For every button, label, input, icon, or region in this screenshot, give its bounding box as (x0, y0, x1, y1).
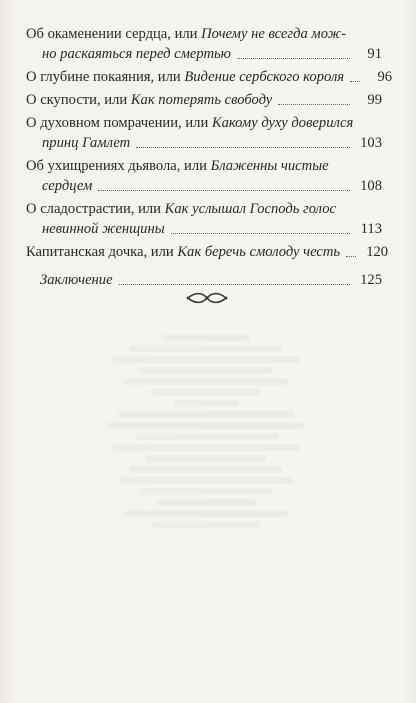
toc-entry (26, 156, 382, 196)
dot-leader (98, 189, 350, 191)
toc-entry (26, 113, 382, 153)
chapter-title: О скупости, или (26, 92, 131, 108)
toc-text (26, 90, 272, 110)
toc-line (26, 67, 393, 87)
toc-text (40, 270, 113, 290)
page-number: 120 (366, 244, 389, 260)
table-of-contents (26, 24, 393, 293)
dot-leader (171, 232, 350, 234)
chapter-title: Об ухищрениях дьявола, или (26, 158, 211, 174)
page-number: 103 (360, 135, 382, 151)
dot-leader (350, 80, 360, 82)
page-number: 125 (360, 272, 382, 288)
dot-leader (346, 255, 356, 257)
toc-entry (26, 90, 382, 110)
toc-line (26, 24, 382, 44)
chapter-subtitle: принц Гамлет (42, 135, 131, 151)
chapter-subtitle: Какому духу доверился (211, 115, 354, 131)
toc-text (26, 156, 329, 176)
toc-entry (26, 67, 393, 87)
toc-line (26, 270, 382, 290)
toc-text (26, 199, 336, 219)
chapter-subtitle: но раскаяться перед смертью (42, 46, 231, 62)
toc-line (26, 242, 389, 262)
toc-text (26, 113, 353, 133)
toc-text (42, 176, 92, 196)
toc-entry (26, 24, 382, 64)
chapter-subtitle: Почему не всегда мож- (201, 26, 347, 42)
toc-line (26, 219, 382, 239)
chapter-title: Об окаменении сердца, или (26, 26, 202, 42)
toc-text (42, 219, 165, 239)
dot-leader (237, 57, 350, 59)
fleuron-ornament-icon (184, 290, 230, 306)
chapter-subtitle: Как услышал Господь голос (164, 201, 336, 217)
dot-leader (136, 146, 350, 148)
toc-text (26, 67, 344, 87)
dot-leader (278, 103, 350, 105)
toc-line (26, 133, 382, 153)
toc-line (26, 156, 382, 176)
toc-entry (26, 199, 382, 239)
page-number: 96 (377, 69, 393, 85)
toc-line (26, 176, 382, 196)
toc-line (26, 199, 382, 219)
toc-text (42, 44, 231, 64)
toc-entry (26, 242, 389, 262)
toc-line (26, 113, 382, 133)
chapter-subtitle: Как потерять свободу (130, 92, 273, 108)
page-number: 113 (360, 221, 382, 237)
page-number: 99 (367, 92, 382, 108)
chapter-title: О глубине покаяния, или (26, 69, 185, 85)
chapter-title: Капитанская дочка, или (26, 244, 178, 260)
toc-text (42, 133, 130, 153)
page-number: 91 (367, 46, 382, 62)
chapter-subtitle: Заключение (40, 272, 113, 288)
page-number: 108 (360, 178, 382, 194)
toc-entry-conclusion (26, 270, 382, 290)
chapter-subtitle: сердцем (42, 178, 93, 194)
dot-leader (119, 283, 350, 285)
chapter-subtitle: Блаженны чистые (210, 158, 329, 174)
chapter-subtitle: Как беречь смолоду честь (177, 244, 341, 260)
toc-line (26, 90, 382, 110)
chapter-subtitle: Видение сербского короля (184, 69, 345, 85)
chapter-title: О духовном помрачении, или (26, 115, 212, 131)
toc-text (26, 24, 346, 44)
show-through-text (96, 330, 316, 532)
toc-line (26, 44, 382, 64)
toc-text (26, 242, 340, 262)
chapter-title: О сладострастии, или (26, 201, 165, 217)
chapter-subtitle: невинной женщины (42, 221, 165, 237)
